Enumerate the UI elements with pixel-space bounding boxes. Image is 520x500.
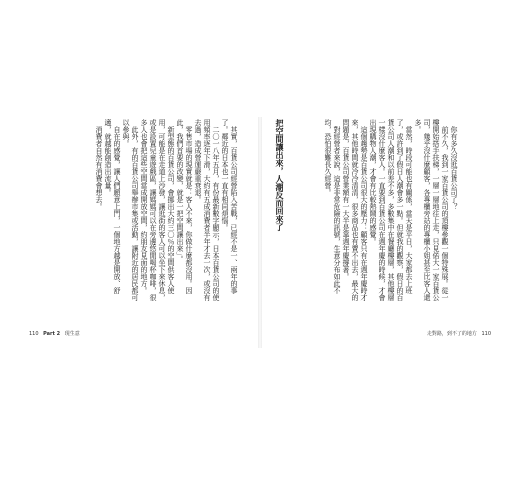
right-page <box>262 117 494 348</box>
section-label: 現生意 <box>64 331 80 337</box>
paragraph: 消費者自然有消費會想去。 <box>95 126 103 210</box>
paragraph: 新型態的百貨公司，會挪出大約三〇％的空間供客人使用，可能是在走道上沙發，讓逛街的客人可以坐下來休息，或是設置兒童遊戲區，讓媽媽可以在旁邊悠閒喝杯咖啡，很多人也會把這些空間當成開放空間，約朋友見面的地方。 <box>140 119 175 301</box>
section-heading: 把空間讓出來，人潮反而回來了 <box>275 119 284 231</box>
right-footer <box>427 330 494 337</box>
part-label: Part 2 <box>43 331 61 337</box>
paragraph: 自在的感覺，讓人們願意上門，一個地方越是開放、舒適，就越能創造出流量。 <box>104 119 121 294</box>
book-title: 走對路，到不了的地方 <box>426 331 477 337</box>
paragraph: 前不久，我到一家百貨公司的頂樓參觀一個特殊展。從一樓開始搭手扶梯，一層一層地往上走，只見偌大一家百貨公司，幾乎沒什麼顧客，各專櫃旁站的專櫃小姐甚至比客人還多。 <box>414 119 449 301</box>
book-spread <box>26 117 494 348</box>
page-number: 110 <box>29 331 39 337</box>
left-footer <box>26 330 80 337</box>
paragraph: 當然，時段可能也有關係，當天是平日，大家都去上班了，或許到了假日人潮會多一點。但就我的觀察，假日的百貨公司人潮和以前差不多，多數集中在餐廳樓層，其他樓層一樣沒什麼客人。一直要到百貨公司在週年慶的時候，才會出現購物人潮，才會有比較熱鬧的感覺。 <box>369 119 413 301</box>
paragraph: 對經營者來說，這是非常危險的訊號，生意分布如此不均，恐怕很難長久經營。 <box>324 119 341 294</box>
paragraph: 這個趨勢是百貨公司很大的壓力：顧客只有在週年慶時才來，其他時間就冷冷清清，很多商品也有賣不出去，最大的問題是，百貨公司營業額有一大半是靠週年慶撐著。 <box>342 119 368 301</box>
paragraph: 你有多久沒逛百貨公司了？ <box>450 126 458 210</box>
paragraph: 二〇一八年五月，有份最新數字顯示，日本百貨公司的使用頻率逐年下滑，大約有五成消費者半年才去一次，或沒有去過，造成營運嚴重衰退。 <box>194 119 220 301</box>
paragraph: 其實，百貨公司經營陷入苦戰，已經不是一、兩年的事了。鄰近的日本也一直有相同煩惱。 <box>221 119 238 294</box>
paragraph: 零售市場的現實就是：客人不來，你做什麼都沒用。因此，我們首要的改變，就是一把空間讓出來」。 <box>176 119 193 294</box>
left-body-text <box>48 119 238 303</box>
left-page <box>26 117 258 348</box>
page-number: 110 <box>481 331 491 337</box>
right-body-text <box>278 119 458 303</box>
paragraph: 此外，有的百貨公司舉辦市集或活動，讓附近的居民都可以參與。 <box>122 119 139 301</box>
